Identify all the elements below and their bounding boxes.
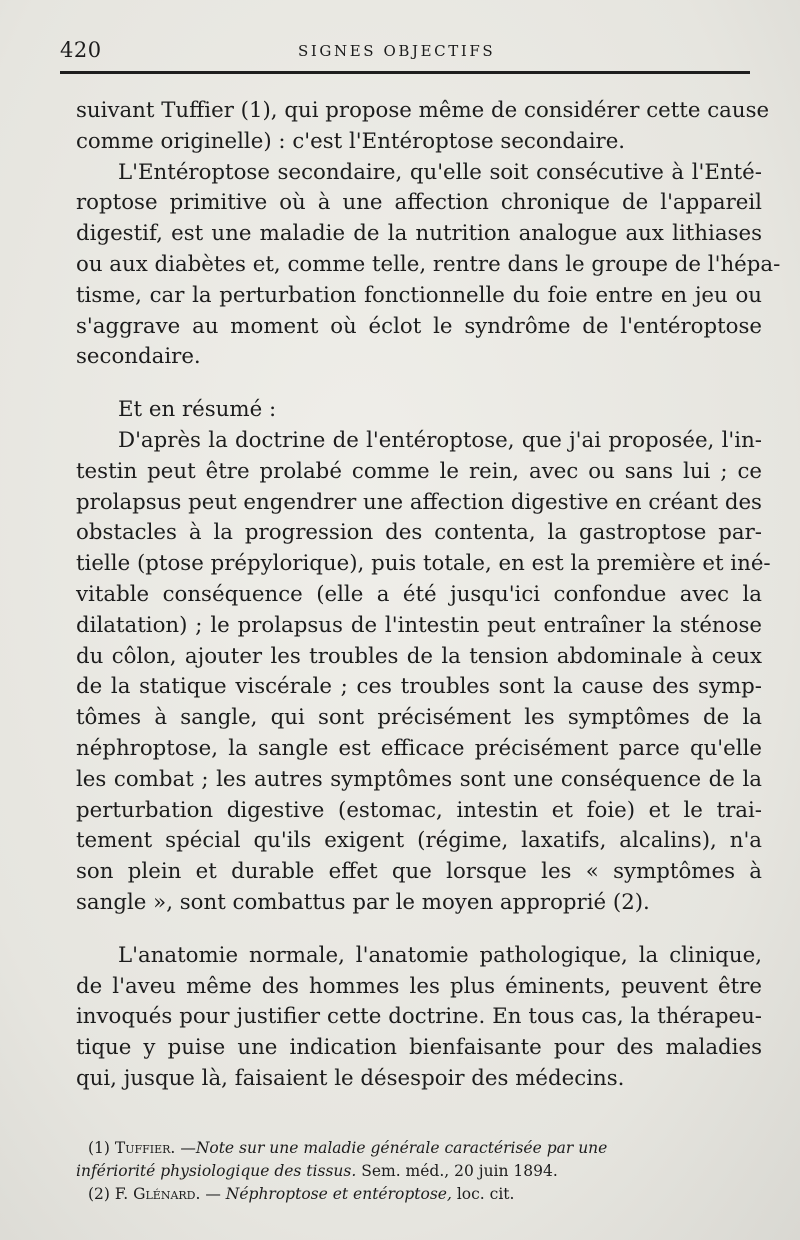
text-line: Et en résumé :: [118, 397, 277, 423]
footnote-dash: —: [205, 1185, 221, 1203]
text-line: obstacles à la progression des contenta, la gastroptose par-: [76, 520, 762, 546]
text-line: secondaire.: [76, 344, 201, 370]
text-line: prolapsus peut engendrer une affection digestive en créant des: [76, 489, 762, 515]
text-line: s'aggrave au moment où éclot le syndrôme de l'entéroptose: [76, 313, 762, 339]
text-line: digestif, est une maladie de la nutrition analogue aux lithiases: [76, 221, 762, 247]
paragraph-gap: [76, 919, 762, 941]
footnote-source: Sem. méd., 20 juin 1894.: [361, 1162, 558, 1180]
text-line: tisme, car la perturbation fonctionnelle du foie entre en jeu ou: [76, 282, 762, 308]
footnote-author: Tuffier.: [114, 1139, 176, 1157]
text-line: D'après la doctrine de l'entéroptose, que j'ai proposée, l'in-: [118, 427, 762, 453]
paragraph-gap: [76, 373, 762, 395]
text-line: vitable conséquence (elle a été jusqu'ici confondue avec la: [76, 581, 762, 607]
running-head: SIGNES OBJECTIFS: [298, 42, 496, 60]
header-rule: [60, 71, 750, 74]
footnote-dash: —: [180, 1139, 196, 1157]
footnote-author: F. Glénard.: [114, 1185, 201, 1203]
footnote-title: infériorité physiologique des tissus.: [76, 1162, 357, 1180]
text-line: les combat ; les autres symptômes sont une conséquence de la: [76, 766, 762, 792]
page-number: 420: [60, 38, 102, 62]
text-line: tement spécial qu'ils exigent (régime, laxatifs, alcalins), n'a: [76, 828, 762, 854]
footnote-1-continuation: [76, 1160, 764, 1183]
text-line: perturbation digestive (estomac, intestin et foie) et le trai-: [76, 797, 762, 823]
text-line: tique y puise une indication bienfaisante pour des maladies: [76, 1035, 762, 1061]
text-line: qui, jusque là, faisaient le désespoir des médecins.: [76, 1065, 625, 1091]
page-header: [60, 36, 750, 70]
text-line: de la statique viscérale ; ces troubles sont la cause des symp-: [76, 674, 762, 700]
text-line: L'anatomie normale, l'anatomie pathologique, la clinique,: [118, 942, 762, 968]
text-line: comme originelle) : c'est l'Entéroptose secondaire.: [76, 128, 626, 154]
body-text: [76, 96, 781, 1095]
text-line: néphroptose, la sangle est efficace précisément parce qu'elle: [76, 735, 762, 761]
text-line: tômes à sangle, qui sont précisément les symptômes de la: [76, 705, 762, 731]
text-line: dilatation) ; le prolapsus de l'intestin peut entraîner la sténose: [76, 612, 762, 638]
text-line: du côlon, ajouter les troubles de la tension abdominale à ceux: [76, 643, 762, 669]
footnote-title: Néphroptose et entéroptose,: [225, 1185, 452, 1203]
footnote-source: loc. cit.: [456, 1185, 515, 1203]
footnote-title: Note sur une maladie générale caractérisée par une: [195, 1139, 608, 1157]
footnote-1: [88, 1137, 764, 1160]
text-line: de l'aveu même des hommes les plus éminents, peuvent être: [76, 973, 762, 999]
text-line: son plein et durable effet que lorsque les « symptômes à: [76, 859, 762, 885]
text-line: ou aux diabètes et, comme telle, rentre dans le groupe de l'hépa-: [76, 251, 781, 277]
footnote-marker: (2): [88, 1185, 110, 1203]
paragraph: [76, 395, 762, 426]
paragraph: [76, 96, 770, 158]
text-line: tielle (ptose prépylorique), puis totale, en est la première et iné-: [76, 551, 771, 577]
footnote-marker: (1): [88, 1139, 110, 1157]
text-line: testin peut être prolabé comme le rein, avec ou sans lui ; ce: [76, 458, 762, 484]
footnote-2: [88, 1183, 764, 1206]
paragraph: [76, 426, 771, 919]
footnotes: [76, 1137, 764, 1206]
text-line: suivant Tuffier (1), qui propose même de considérer cette cause: [76, 98, 770, 123]
text-line: invoqués pour justifier cette doctrine. En tous cas, la thérapeu-: [76, 1004, 762, 1030]
text-line: roptose primitive où à une affection chronique de l'appareil: [76, 190, 762, 216]
paragraph: [76, 941, 762, 1095]
text-line: sangle », sont combattus par le moyen approprié (2).: [76, 889, 650, 915]
text-line: L'Entéroptose secondaire, qu'elle soit consécutive à l'Enté-: [118, 159, 762, 185]
paragraph: [76, 158, 781, 374]
